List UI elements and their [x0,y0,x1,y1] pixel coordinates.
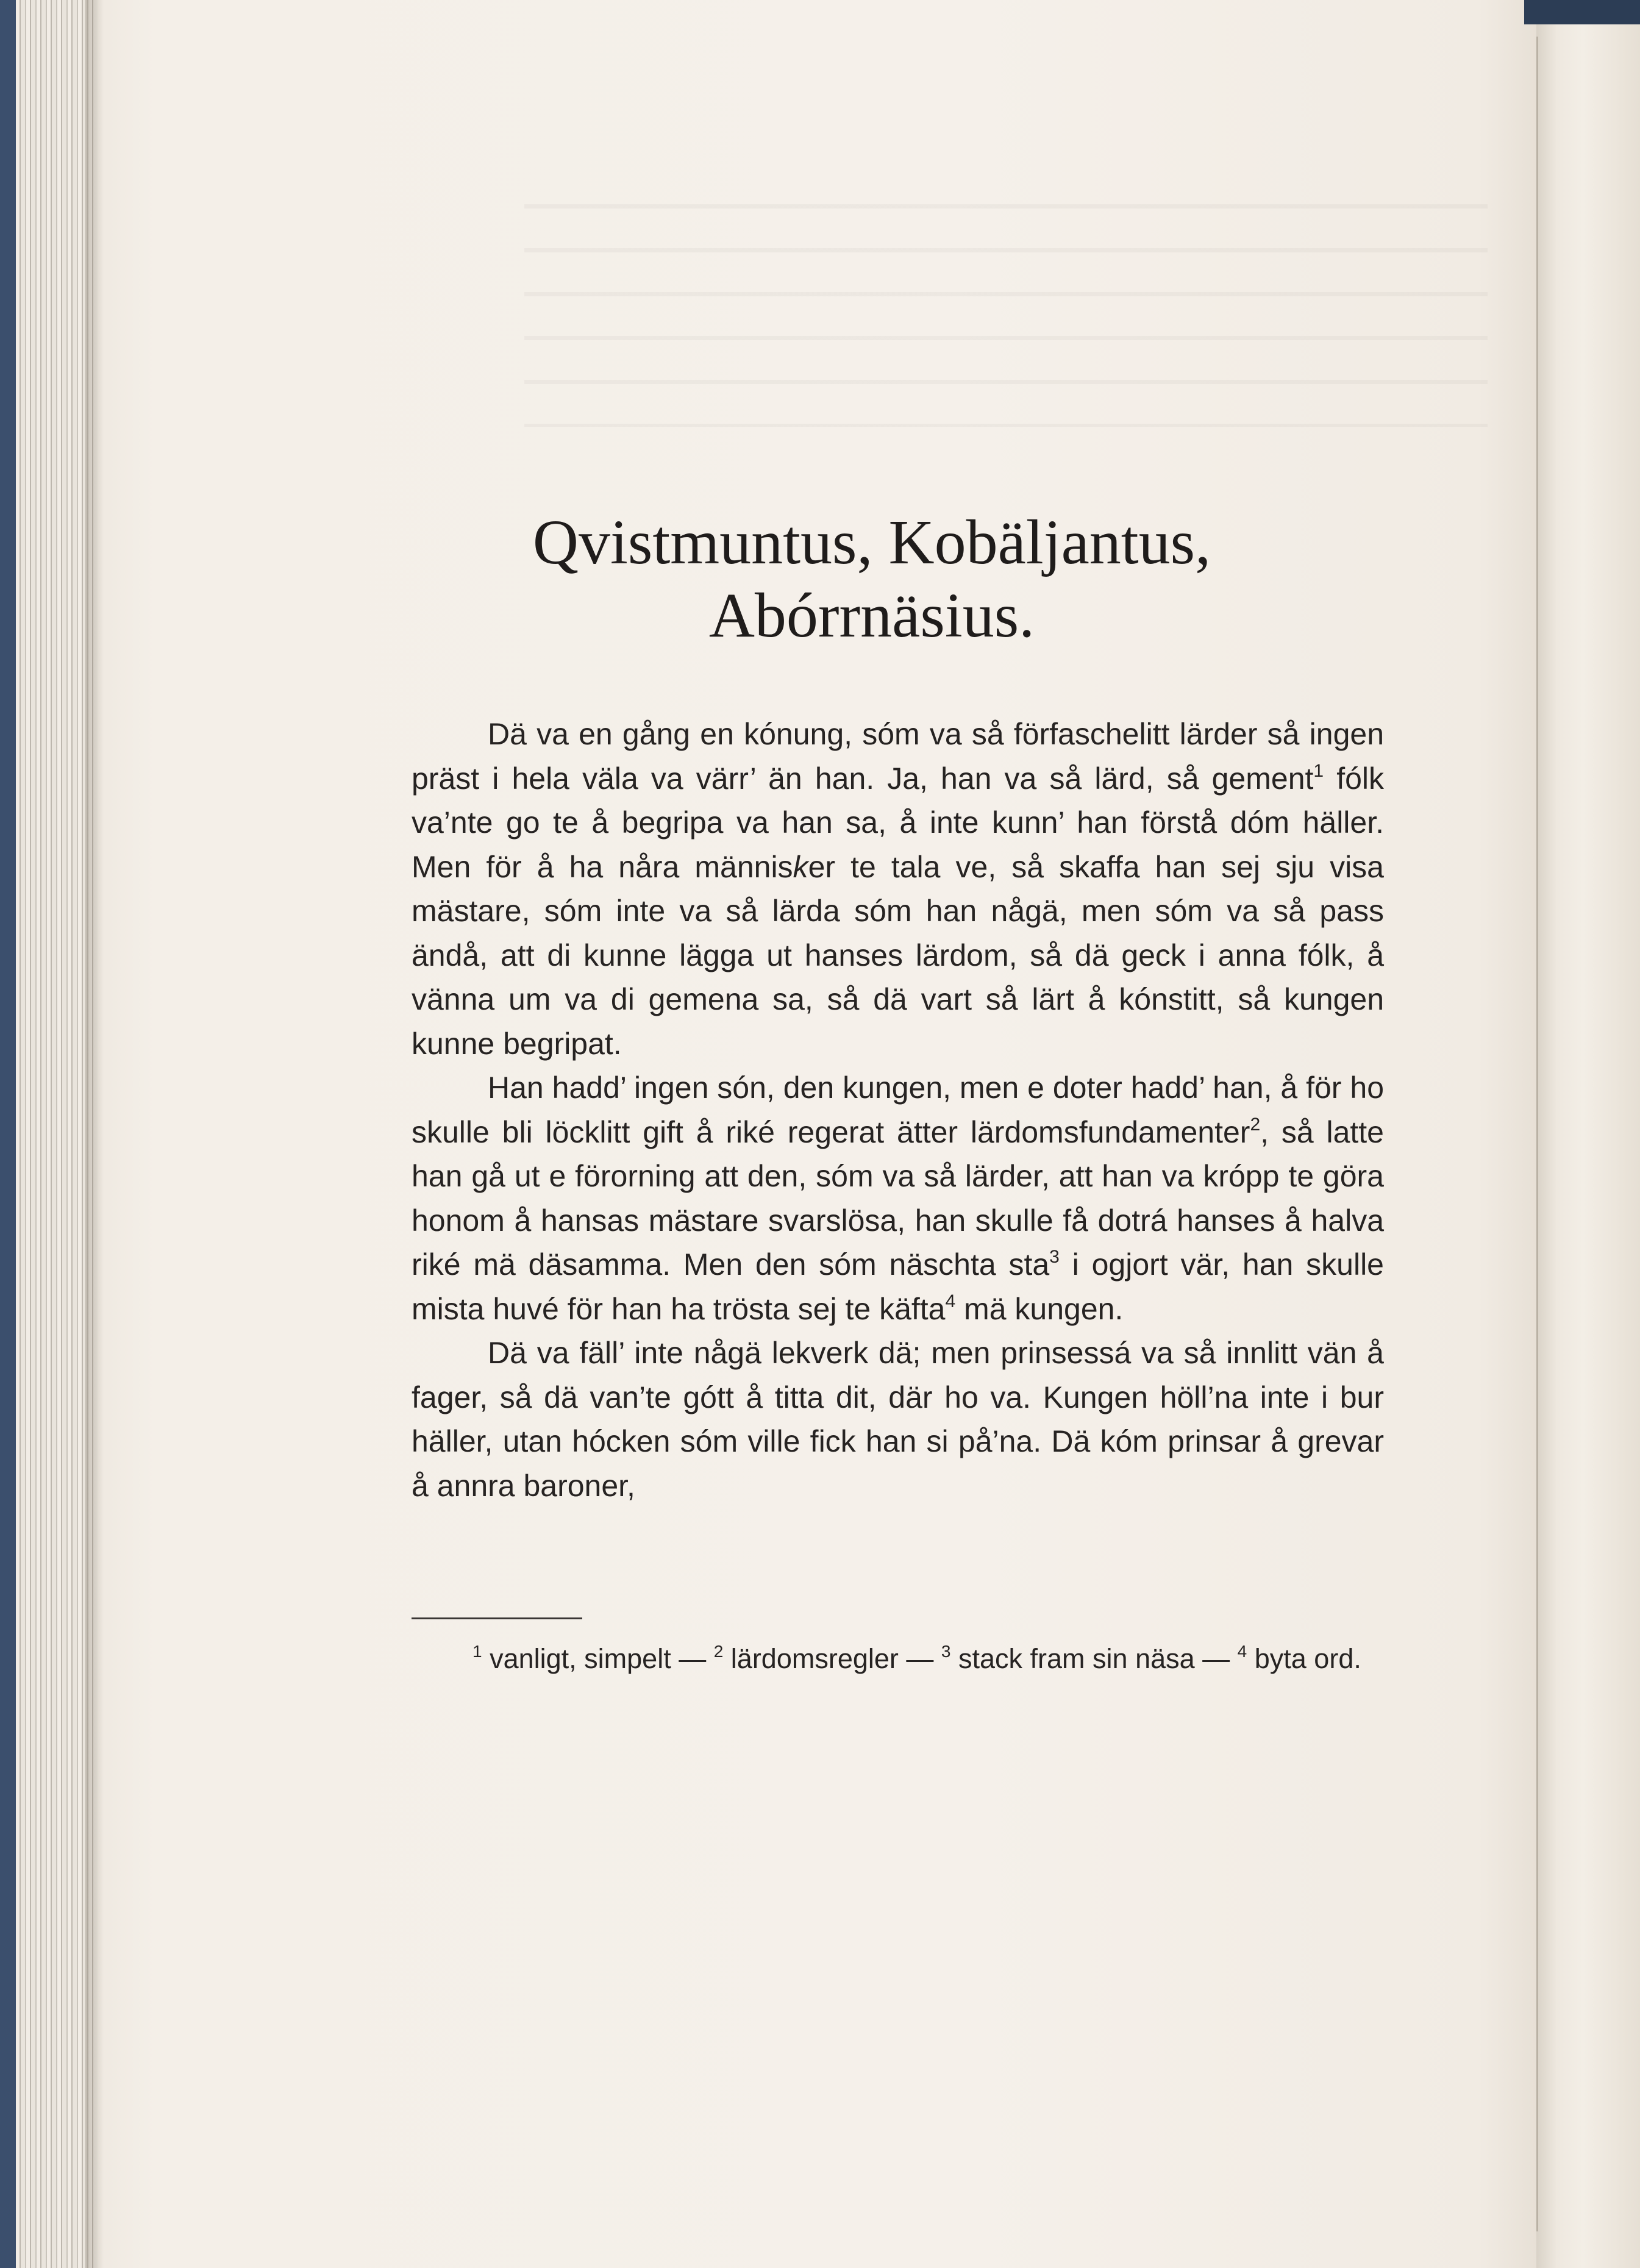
spine-fold-line [1536,37,1538,2231]
cover-cloth-left [0,0,16,2268]
footnote-rule [412,1617,582,1619]
paragraph-text: i ogjort vär, han skulle mista huvé för han ha trösta sej te käfta [412,1247,1384,1326]
book-spine [1536,0,1640,2268]
show-through-text [524,171,1488,427]
footnote-text: vanligt, simpelt [482,1643,671,1674]
footnote-marker: 4 [945,1291,956,1311]
cover-cloth-top [1524,0,1640,24]
footnote-separator: — [1194,1643,1238,1674]
story-title-line-2: Abórrnäsius. [708,580,1035,651]
italic-letter: k [793,849,808,884]
paragraph-text: Dä va en gång en kónung, sóm va så förfaschelitt lärder så ingen präst i hela väla va värr’ än han. Ja, han va så lärd, så gement [412,717,1384,796]
paragraph-text: Han hadd’ ingen són, den kungen, men e doter hadd’ han, å för ho skulle bli löcklitt gift å riké regerat ätter lärdomsfundamenter [412,1071,1384,1149]
paragraph-text: er te tala ve, så skaffa han sej sju visa mästare, sóm inte va så lärda sóm han någä, men sóm va så pass ändå, att di kunne lägga ut hanses lärdom, så dä geck i anna fólk, å vänna um va di gemena sa, så dä vart så lärt å kónstitt, så kungen kunne begripat. [412,849,1384,1061]
footnote-marker: 3 [1049,1247,1060,1267]
footnote-number: 4 [1237,1642,1247,1661]
paragraph [412,1331,1384,1508]
paragraph-text: fólk va’nte go te å begripa va han sa, å inte kunn’ han förstå dóm häller. Men för å ha nåra männis [412,761,1384,884]
paragraph-text: , så latte han gå ut e förorning att den, sóm va så lärder, att han va krópp te göra honom å hansas mästare svarslösa, han skulle få dotrá hanses å halva riké mä däsamma. Men den sóm näschta sta [412,1114,1384,1282]
footnote-text: stack fram sin näsa [950,1643,1195,1674]
footnote-separator: — [671,1643,714,1674]
footnote-text: byta ord. [1247,1643,1361,1674]
story-title-line-1: Qvistmuntus, Kobäljantus, [532,507,1211,577]
paragraph-text: Dä va fäll’ inte någä lekverk dä; men prinsessá va så innlitt vän å fager, så dä van’te gótt å titta dit, där ho va. Kungen höll’na inte i bur häller, utan hócken sóm ville fick han si på’na. Dä kóm prinsar å grevar å annra baroner, [412,1336,1384,1503]
story-body [412,712,1384,1508]
footnote-number: 2 [713,1642,724,1661]
footnote-separator: — [898,1643,941,1674]
footnote-text: lärdomsregler [723,1643,899,1674]
footnote-marker: 2 [1250,1114,1261,1135]
gutter-shadow [85,0,104,2268]
paragraph [412,1066,1384,1331]
footnote-number: 3 [941,1642,951,1661]
footnote-number: 1 [472,1642,482,1661]
footnote-marker: 1 [1313,760,1324,781]
story-title [408,506,1335,652]
paragraph-text: mä kungen. [955,1291,1124,1326]
paragraph [412,712,1384,1066]
footnotes [412,1637,1384,1681]
